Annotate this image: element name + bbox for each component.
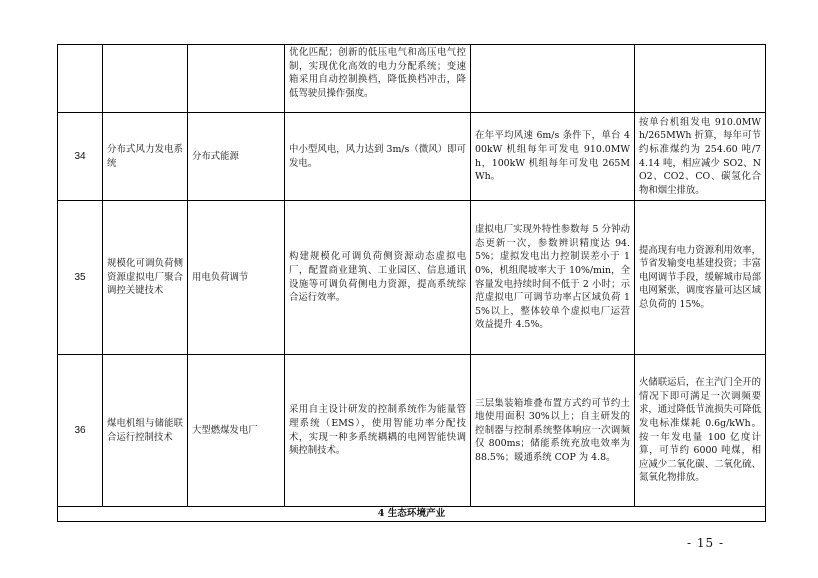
page-number: - 15 - bbox=[686, 536, 724, 550]
benefit-analysis bbox=[635, 45, 766, 113]
technology-name: 分布式风力发电系统 bbox=[103, 113, 188, 201]
table-row bbox=[58, 355, 766, 507]
technology-name: 规模化可调负荷侧资源虚拟电厂聚合调控关键技术 bbox=[103, 201, 188, 355]
technology-description: 优化匹配；创新的低压电气和高压电气控制，实现优化高效的电力分配系统；变速箱采用自动控制换档，降低换档冲击，降低驾驶员操作强度。 bbox=[285, 45, 471, 113]
application-field: 大型燃煤发电厂 bbox=[188, 355, 285, 507]
benefit-analysis: 火储联运后，在主汽门全开的情况下即可满足一次调频要求，通过降低节流损失可降低发电标准煤耗 0.6g/kWh。按一年发电量 100 亿度计算，可节约 6000 吨煤，相应减少二氧化碳、二氧化硫、氮氧化物排放。 bbox=[635, 355, 766, 507]
technical-indicators bbox=[471, 45, 635, 113]
table-row bbox=[58, 45, 766, 113]
technical-indicators: 三层集装箱堆叠布置方式约可节约土地使用面积 30%以上；自主研发的控制器与控制系统整体响应一次调频仅 800ms；储能系统充放电效率为 88.5%；暖通系统 COP 为 4.8。 bbox=[471, 355, 635, 507]
technology-name bbox=[103, 45, 188, 113]
technical-indicators: 在年平均风速 6m/s 条件下，单台 400kW 机组每年可发电 910.0MWh，100kW 机组每年可发电 265MWh。 bbox=[471, 113, 635, 201]
section-header-row bbox=[58, 507, 766, 522]
row-number bbox=[58, 45, 103, 113]
row-number: 34 bbox=[58, 113, 103, 201]
technology-description: 构建规模化可调负荷侧资源动态虚拟电厂，配置商业建筑、工业园区、信息通讯设施等可调负荷侧电力资源，提高系统综合运行效率。 bbox=[285, 201, 471, 355]
table-row bbox=[58, 113, 766, 201]
row-number: 36 bbox=[58, 355, 103, 507]
benefit-analysis: 提高现有电力资源利用效率，节省发输变电基建投资；丰富电网调节手段，缓解城市局部电网紧张，调度容量可达区域总负荷的 15%。 bbox=[635, 201, 766, 355]
section-title: 4 生态环境产业 bbox=[58, 507, 766, 522]
application-field: 分布式能源 bbox=[188, 113, 285, 201]
row-number: 35 bbox=[58, 201, 103, 355]
application-field bbox=[188, 45, 285, 113]
technology-table bbox=[57, 44, 766, 522]
technology-description: 采用自主设计研发的控制系统作为能量管理系统（EMS），使用智能功率分配技术，实现一种多系统耦耦的电网智能快调频控制技术。 bbox=[285, 355, 471, 507]
application-field: 用电负荷调节 bbox=[188, 201, 285, 355]
benefit-analysis: 按单台机组发电 910.0MWh/265MWh 折算，每年可节约标准煤约为 254.60 吨/74.14 吨，相应减少 SO2、NO2、CO2、CO、碳氢化合物和烟尘排放。 bbox=[635, 113, 766, 201]
technology-name: 煤电机组与储能联合运行控制技术 bbox=[103, 355, 188, 507]
table-row bbox=[58, 201, 766, 355]
technical-indicators: 虚拟电厂实现外特性参数每 5 分钟动态更新一次，参数辨识精度达 94.5%；虚拟发电出力控制误差小于 10%，机组爬坡率大于 10%/min，全容量发电持续时间不低于 2 小时；示范虚拟电厂可调节功率占区域负荷 15%以上，整体较单个虚拟电厂运营效益提升 4.5%。 bbox=[471, 201, 635, 355]
technology-description: 中小型风电，风力达到 3m/s（微风）即可发电。 bbox=[285, 113, 471, 201]
